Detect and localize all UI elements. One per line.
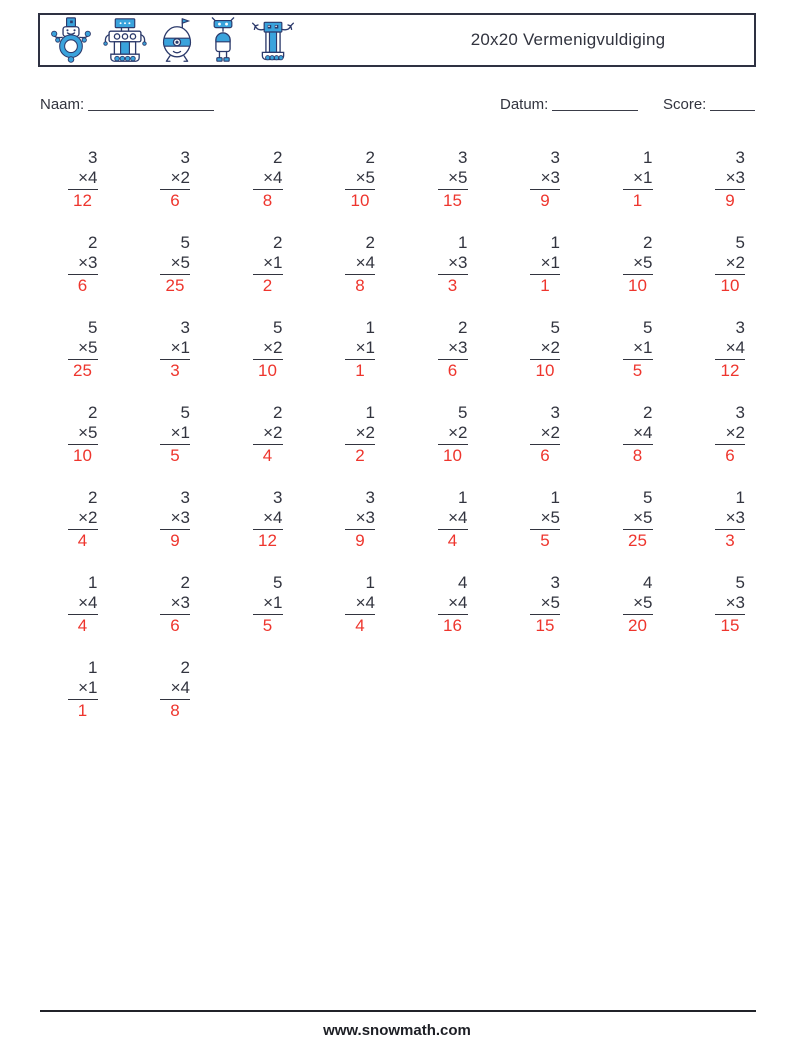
answer: 8 [253,189,283,211]
problem-cell [498,233,591,318]
problem-cell [498,318,591,403]
answer: 10 [345,189,375,211]
answer: 1 [68,699,98,721]
multiplicand: 1 [365,573,375,592]
multiplicand: 1 [88,573,98,592]
answer: 10 [68,444,98,466]
multiplication-problem [253,148,283,211]
multiplier: ×5 [540,593,560,612]
answer: 5 [160,444,190,466]
multiplicand: 1 [458,233,468,252]
multiplication-problem [68,318,98,381]
egg-robot-icon [157,17,197,63]
multiplier: ×2 [540,338,560,357]
problem-cell [35,488,128,573]
page-title: 20x20 Vermenigvuldiging [470,30,666,49]
problem-cell [498,148,591,233]
multiplicand: 2 [273,403,283,422]
answer: 15 [530,614,560,636]
multiplier: ×1 [170,338,190,357]
answer: 25 [160,274,190,296]
multiplication-problem [438,148,468,211]
multiplicand: 1 [88,658,98,677]
multiplicand: 3 [180,148,190,167]
multiplicand: 3 [365,488,375,507]
multiplication-problem [530,488,560,551]
problem-cell [405,573,498,658]
answer: 2 [345,444,375,466]
multiplication-problem [623,488,653,551]
multiplication-problem [715,318,745,381]
multiplication-problem [68,148,98,211]
problem-cell [313,573,406,658]
multiplier: ×5 [170,253,190,272]
footer-site-url: www.snowmath.com [323,1022,471,1039]
multiplication-problem [160,658,190,721]
answer: 9 [530,189,560,211]
answer: 6 [160,614,190,636]
answer: 5 [530,529,560,551]
multiplicand: 1 [735,488,745,507]
multiplicand: 5 [273,573,283,592]
answer: 6 [68,274,98,296]
multiplicand: 2 [365,148,375,167]
problem-cell [683,148,776,233]
multiplier: ×2 [540,423,560,442]
robot-logo-row [40,17,297,63]
answer: 12 [253,529,283,551]
multiplicand: 1 [550,488,560,507]
multiplier: ×1 [633,338,653,357]
footer-divider [40,1010,756,1012]
problem-cell [405,488,498,573]
multiplication-problem [530,148,560,211]
multiplicand: 2 [458,318,468,337]
multiplier: ×3 [78,253,98,272]
multiplier: ×4 [448,508,468,527]
multiplier: ×5 [448,168,468,187]
answer: 6 [715,444,745,466]
multiplication-problem [438,233,468,296]
score-blank-line [710,97,755,111]
problem-cell [220,233,313,318]
multiplicand: 2 [643,233,653,252]
multiplication-problem [68,573,98,636]
multiplication-problem [438,318,468,381]
problem-cell [35,318,128,403]
multiplicand: 3 [550,148,560,167]
problem-cell [128,233,221,318]
problem-cell [590,318,683,403]
multiplier: ×3 [448,338,468,357]
answer: 8 [623,444,653,466]
problem-cell [35,403,128,488]
multiplier: ×3 [725,508,745,527]
multiplicand: 2 [365,233,375,252]
multiplier: ×4 [725,338,745,357]
answer: 12 [68,189,98,211]
answer: 10 [253,359,283,381]
answer: 6 [530,444,560,466]
multiplicand: 5 [458,403,468,422]
score-field [663,96,755,113]
answer: 1 [530,274,560,296]
problem-cell [313,318,406,403]
answer: 9 [160,529,190,551]
multiplier: ×1 [633,168,653,187]
problem-cell [35,573,128,658]
multiplicand: 3 [180,318,190,337]
answer: 6 [160,189,190,211]
problem-cell [313,403,406,488]
date-blank-line [552,97,638,111]
multiplicand: 5 [643,318,653,337]
answer: 10 [530,359,560,381]
answer: 15 [715,614,745,636]
problem-cell [220,488,313,573]
problem-cell [498,403,591,488]
multiplier: ×5 [633,593,653,612]
multiplication-problem [160,318,190,381]
multiplier: ×2 [170,168,190,187]
multiplicand: 3 [550,573,560,592]
answer: 9 [715,189,745,211]
answer: 4 [253,444,283,466]
multiplicand: 2 [180,573,190,592]
problem-cell [35,233,128,318]
multiplier: ×1 [263,253,283,272]
problem-cell [590,403,683,488]
multiplicand: 3 [735,148,745,167]
multiplier: ×4 [78,593,98,612]
multiplier: ×3 [170,593,190,612]
multiplication-problem [530,403,560,466]
answer: 8 [345,274,375,296]
multiplication-problem [68,488,98,551]
multiplicand: 3 [735,318,745,337]
multiplier: ×2 [263,423,283,442]
arms-up-robot-icon [249,17,297,63]
multiplication-problem [530,318,560,381]
multiplication-problem [253,233,283,296]
problem-cell [590,148,683,233]
wheeled-robot-icon [102,17,148,63]
worksheet-header [38,13,756,67]
answer: 5 [623,359,653,381]
multiplication-problem [715,573,745,636]
date-field [500,96,638,113]
answer: 1 [345,359,375,381]
problem-cell [405,148,498,233]
problem-cell [590,233,683,318]
multiplicand: 5 [180,403,190,422]
answer: 8 [160,699,190,721]
multiplication-problem [715,488,745,551]
multiplication-problem [160,403,190,466]
answer: 15 [438,189,468,211]
multiplication-problem [623,233,653,296]
answer: 1 [623,189,653,211]
multiplier: ×3 [540,168,560,187]
problem-cell [405,318,498,403]
multiplicand: 3 [273,488,283,507]
multiplicand: 2 [88,233,98,252]
problem-cell [405,403,498,488]
multiplicand: 1 [643,148,653,167]
multiplication-problem [160,573,190,636]
multiplication-problem [253,573,283,636]
multiplier: ×4 [633,423,653,442]
problem-cell [128,148,221,233]
multiplier: ×2 [78,508,98,527]
multiplication-problem [715,403,745,466]
multiplicand: 4 [643,573,653,592]
multiplicand: 5 [735,573,745,592]
answer: 9 [345,529,375,551]
answer: 4 [68,614,98,636]
problem-cell [128,318,221,403]
problem-cell [220,318,313,403]
ring-robot-icon [49,17,93,63]
answer: 6 [438,359,468,381]
multiplicand: 2 [643,403,653,422]
multiplicand: 5 [550,318,560,337]
multiplication-problem [345,573,375,636]
multiplication-problem [715,148,745,211]
multiplier: ×4 [448,593,468,612]
problem-cell [35,148,128,233]
multiplier: ×5 [633,508,653,527]
multiplicand: 3 [458,148,468,167]
multiplication-problem [623,318,653,381]
multiplicand: 2 [273,148,283,167]
problem-cell [220,403,313,488]
answer: 10 [623,274,653,296]
fill-in-fields [0,96,794,118]
problem-cell [405,233,498,318]
answer: 10 [438,444,468,466]
answer: 25 [623,529,653,551]
problem-cell [313,488,406,573]
problem-cell [128,488,221,573]
multiplier: ×1 [355,338,375,357]
multiplier: ×4 [170,678,190,697]
score-label: Score: [663,96,707,113]
problem-cell [128,573,221,658]
capsule-robot-icon [206,17,240,63]
multiplicand: 2 [180,658,190,677]
multiplication-problem [345,148,375,211]
answer: 12 [715,359,745,381]
multiplicand: 2 [88,403,98,422]
multiplier: ×1 [78,678,98,697]
multiplication-problem [160,488,190,551]
multiplicand: 3 [180,488,190,507]
multiplicand: 1 [365,403,375,422]
answer: 16 [438,614,468,636]
multiplier: ×4 [263,168,283,187]
problems-grid [35,148,775,743]
date-label: Datum: [500,96,549,113]
multiplier: ×5 [633,253,653,272]
multiplication-problem [253,488,283,551]
answer: 10 [715,274,745,296]
multiplicand: 5 [273,318,283,337]
multiplication-problem [345,403,375,466]
multiplication-problem [530,573,560,636]
name-field [40,96,214,113]
problem-cell [128,403,221,488]
multiplier: ×1 [540,253,560,272]
problem-cell [220,148,313,233]
multiplication-problem [68,233,98,296]
multiplier: ×4 [78,168,98,187]
multiplication-problem [438,403,468,466]
multiplication-problem [345,233,375,296]
multiplication-problem [68,403,98,466]
answer: 4 [68,529,98,551]
multiplicand: 3 [735,403,745,422]
multiplicand: 5 [735,233,745,252]
multiplier: ×2 [263,338,283,357]
multiplication-problem [160,148,190,211]
multiplication-problem [160,233,190,296]
problem-cell [498,573,591,658]
problem-cell [313,233,406,318]
multiplier: ×2 [355,423,375,442]
multiplier: ×3 [355,508,375,527]
problem-cell [128,658,221,743]
multiplicand: 3 [88,148,98,167]
multiplication-problem [623,148,653,211]
multiplication-problem [253,318,283,381]
problem-cell [683,318,776,403]
multiplication-problem [345,318,375,381]
problem-cell [35,658,128,743]
problem-cell [220,573,313,658]
problem-cell [498,488,591,573]
multiplication-problem [530,233,560,296]
multiplier: ×1 [263,593,283,612]
answer: 3 [160,359,190,381]
problem-cell [313,148,406,233]
multiplier: ×5 [78,423,98,442]
multiplication-problem [68,658,98,721]
answer: 4 [438,529,468,551]
multiplier: ×4 [355,253,375,272]
multiplicand: 2 [273,233,283,252]
answer: 25 [68,359,98,381]
answer: 5 [253,614,283,636]
answer: 3 [438,274,468,296]
multiplication-problem [438,488,468,551]
answer: 3 [715,529,745,551]
multiplier: ×5 [355,168,375,187]
multiplicand: 5 [180,233,190,252]
multiplicand: 1 [458,488,468,507]
multiplication-problem [345,488,375,551]
name-blank-line [88,97,214,111]
multiplier: ×3 [725,593,745,612]
multiplier: ×5 [540,508,560,527]
multiplier: ×2 [448,423,468,442]
name-label: Naam: [40,96,85,113]
problem-cell [683,488,776,573]
answer: 4 [345,614,375,636]
multiplier: ×2 [725,423,745,442]
multiplicand: 1 [365,318,375,337]
multiplier: ×3 [170,508,190,527]
multiplication-problem [623,403,653,466]
multiplicand: 2 [88,488,98,507]
answer: 2 [253,274,283,296]
problem-cell [683,403,776,488]
multiplier: ×1 [170,423,190,442]
problem-cell [590,488,683,573]
problem-cell [683,573,776,658]
problem-cell [590,573,683,658]
multiplier: ×3 [725,168,745,187]
multiplication-problem [623,573,653,636]
multiplicand: 5 [88,318,98,337]
multiplication-problem [253,403,283,466]
multiplier: ×5 [78,338,98,357]
multiplier: ×3 [448,253,468,272]
multiplier: ×2 [725,253,745,272]
multiplication-problem [438,573,468,636]
answer: 20 [623,614,653,636]
problem-cell [683,233,776,318]
multiplicand: 1 [550,233,560,252]
multiplicand: 5 [643,488,653,507]
multiplication-problem [715,233,745,296]
multiplicand: 4 [458,573,468,592]
multiplicand: 3 [550,403,560,422]
multiplier: ×4 [355,593,375,612]
multiplier: ×4 [263,508,283,527]
